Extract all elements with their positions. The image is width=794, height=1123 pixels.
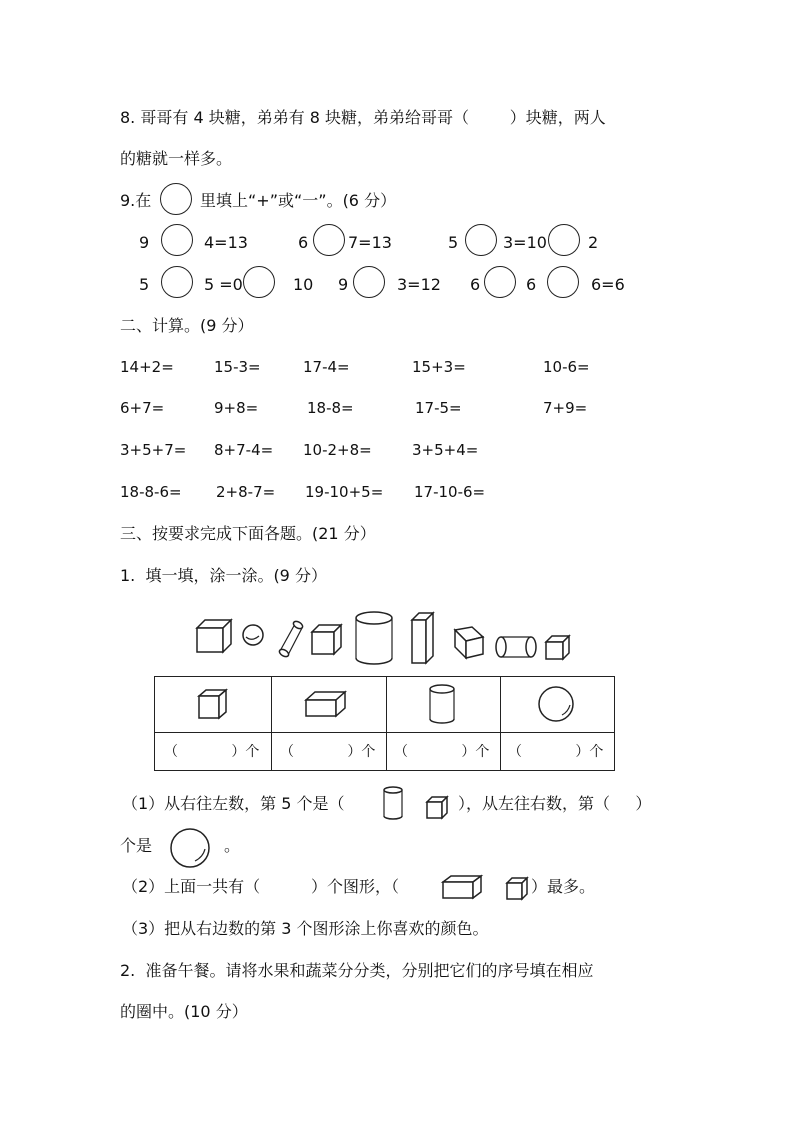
- section2-title: 二、计算。(9 分）: [120, 316, 254, 335]
- sub2-text-a: （2）上面一共有（ ）个图形，（: [122, 877, 400, 896]
- table-shapes: [0, 676, 794, 736]
- calc-item: 8+7-4=: [214, 441, 274, 459]
- cube-icon: [199, 690, 226, 718]
- q2-line1: 2. 准备午餐。请将水果和蔬菜分分类，分别把它们的序号填在相应: [120, 961, 594, 980]
- q9-num: 6: [526, 275, 537, 294]
- q9-num: 5: [448, 233, 459, 252]
- sub2-text-b: ）最多。: [531, 877, 596, 896]
- cuboid-icon: [412, 613, 433, 663]
- cylinder-icon: [356, 612, 392, 664]
- section3-title: 三、按要求完成下面各题。(21 分）: [120, 524, 376, 543]
- calc-item: 7+9=: [543, 399, 588, 417]
- calc-item: 17-5=: [415, 399, 462, 417]
- cylinder-icon: [384, 787, 402, 819]
- calc-item: 6+7=: [120, 399, 165, 417]
- calc-item: 15-3=: [214, 358, 261, 376]
- sphere-icon: [539, 687, 573, 721]
- answer-circle[interactable]: [353, 266, 385, 298]
- cylinder-icon: [496, 637, 536, 657]
- q9-num: 3=10: [503, 233, 547, 252]
- count-cell-sphere[interactable]: （ ）个: [508, 744, 604, 760]
- q9-num: 7=13: [348, 233, 392, 252]
- q9-num: 2: [588, 233, 599, 252]
- q9-num: 9: [338, 275, 349, 294]
- sub1-text-b: ），从左往右数，第（ ）: [458, 794, 652, 813]
- calc-item: 18-8=: [307, 399, 354, 417]
- answer-circle[interactable]: [465, 224, 497, 256]
- cube-icon: [427, 797, 447, 818]
- answer-circle: [160, 183, 192, 215]
- shape-row: [0, 600, 794, 680]
- q9-num: 9: [139, 233, 150, 252]
- q1-title: 1. 填一填，涂一涂。(9 分）: [120, 566, 327, 585]
- q9-num: 10: [293, 275, 314, 294]
- count-cell-cylinder[interactable]: （ ）个: [394, 744, 490, 760]
- answer-circle[interactable]: [161, 224, 193, 256]
- q9-num: 6: [470, 275, 481, 294]
- sub2-choice-shapes: [435, 868, 535, 904]
- calc-item: 3+5+7=: [120, 441, 187, 459]
- q9-num: 5: [139, 275, 150, 294]
- answer-circle[interactable]: [547, 266, 579, 298]
- answer-circle[interactable]: [313, 224, 345, 256]
- answer-circle[interactable]: [484, 266, 516, 298]
- q8-line1: 8. 哥哥有 4 块糖，弟弟有 8 块糖，弟弟给哥哥（ ）块糖，两人: [120, 108, 606, 127]
- calc-item: 2+8-7=: [216, 483, 276, 501]
- q9-num: 4=13: [204, 233, 248, 252]
- cylinder-icon: [430, 685, 454, 723]
- calc-item: 9+8=: [214, 399, 259, 417]
- sub1-text-c: 个是: [120, 836, 153, 855]
- calc-item: 3+5+4=: [412, 441, 479, 459]
- calc-item: 15+3=: [412, 358, 466, 376]
- answer-circle[interactable]: [161, 266, 193, 298]
- q9-suffix: 里填上“+”或“一”。(6 分）: [200, 191, 397, 210]
- calc-item: 10-2+8=: [303, 441, 372, 459]
- q2-line2: 的圈中。(10 分）: [120, 1002, 248, 1021]
- calc-item: 10-6=: [543, 358, 590, 376]
- cube-icon: [312, 625, 341, 654]
- sub1-text-a: （1）从右往左数，第 5 个是（: [122, 794, 345, 813]
- count-cell-cuboid[interactable]: （ ）个: [280, 744, 376, 760]
- sphere-icon: [243, 625, 263, 645]
- sphere-icon: [168, 825, 214, 871]
- count-cell-cube[interactable]: （ ）个: [164, 744, 260, 760]
- calc-item: 19-10+5=: [305, 483, 384, 501]
- calc-item: 14+2=: [120, 358, 174, 376]
- sub3-text: （3）把从右边数的第 3 个图形涂上你喜欢的颜色。: [122, 919, 489, 938]
- cube-icon: [197, 620, 231, 652]
- q9-prefix: 9.在: [120, 191, 152, 210]
- cube-icon: [455, 627, 483, 658]
- answer-circle[interactable]: [548, 224, 580, 256]
- cube-icon: [507, 878, 527, 899]
- q9-num: 6: [298, 233, 309, 252]
- sub1-text-d: 。: [224, 836, 241, 855]
- cube-icon: [546, 636, 569, 659]
- cuboid-icon: [306, 692, 345, 716]
- q9-num: 3=12: [397, 275, 441, 294]
- cylinder-icon: [278, 620, 304, 658]
- sub1-choice-shapes: [378, 784, 468, 824]
- calc-item: 17-10-6=: [414, 483, 486, 501]
- calc-item: 17-4=: [303, 358, 350, 376]
- q9-num: 6=6: [591, 275, 625, 294]
- q9-num: 5 =0: [204, 275, 243, 294]
- answer-circle[interactable]: [243, 266, 275, 298]
- q8-line2: 的糖就一样多。: [120, 149, 233, 168]
- cuboid-icon: [443, 876, 481, 898]
- calc-item: 18-8-6=: [120, 483, 182, 501]
